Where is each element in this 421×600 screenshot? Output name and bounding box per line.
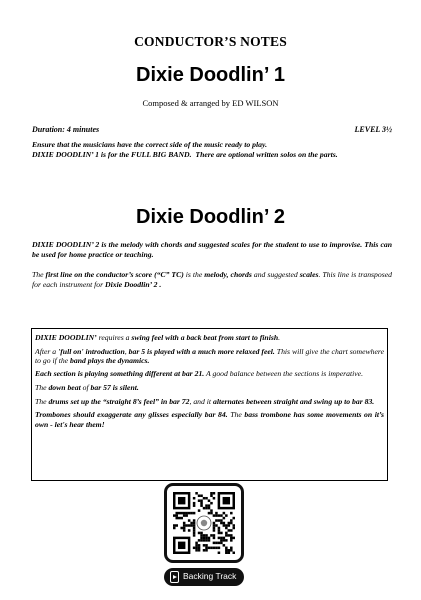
- box-text: swing feel with a back beat from start to finish: [131, 333, 279, 342]
- box-note-6: [35, 410, 384, 429]
- box-text: Each section is playing something different at bar 21.: [35, 369, 205, 379]
- box-text: bar 57 is silent.: [90, 383, 139, 393]
- p2-text: is the: [183, 270, 205, 279]
- duration-text: Duration: 4 minutes: [32, 125, 100, 134]
- box-note-3: [35, 369, 384, 378]
- backing-track-button[interactable]: [164, 568, 244, 586]
- notes-heading: CONDUCTOR’S NOTES: [134, 34, 287, 49]
- level-text: LEVEL 3½: [354, 125, 392, 134]
- box-text: bar 5 is played with a much more relaxed feel.: [128, 346, 275, 356]
- section1-instructions: [32, 140, 392, 159]
- box-text: The: [35, 383, 49, 393]
- box-text: of: [80, 383, 91, 393]
- box-text: Trombones should exaggerate any glisses especially bar 84.: [35, 410, 228, 420]
- box-text: alternates between straight and swing up to bar 83.: [212, 396, 375, 406]
- box-text: ,: [124, 346, 129, 356]
- qr-code-icon[interactable]: [173, 492, 235, 554]
- section1-line2a: DIXIE DOODLIN’ 1 is for the FULL BIG BAND.: [32, 149, 192, 159]
- backing-track-label: Backing Track: [183, 571, 237, 581]
- box-text: down beat: [48, 383, 81, 393]
- composer-credit: Composed & arranged by ED WILSON: [142, 98, 279, 108]
- box-text: This will give the chart somewhere to go if the: [35, 346, 384, 365]
- p2-text: The: [32, 270, 46, 279]
- p2-bold-first-line: first line on the conductor’s score (“C” TC): [45, 270, 184, 279]
- box-note-2: [35, 347, 384, 366]
- box-text: The: [35, 396, 49, 406]
- p2-bold-title: Dixie Doodlin’ 2 .: [105, 279, 162, 289]
- qr-code-card[interactable]: [164, 483, 244, 563]
- performance-notes-box: [31, 328, 388, 481]
- section2-paragraph2: [32, 270, 392, 289]
- title-dixie-doodlin-1: Dixie Doodlin’ 1: [136, 64, 285, 86]
- box-text: After a: [35, 346, 59, 356]
- section1-line1: Ensure that the musicians have the correct side of the music ready to play.: [32, 140, 268, 149]
- p2-text: and suggested: [251, 270, 300, 279]
- box-note-1: [35, 333, 384, 342]
- title-dixie-doodlin-2: Dixie Doodlin’ 2: [136, 206, 285, 228]
- box-text: bass trombone has some movements on it’s own - let's hear them!: [35, 410, 385, 429]
- box-text: The: [227, 410, 245, 420]
- duration-level-row: [32, 125, 392, 134]
- p2-bold-melody: melody, chords: [204, 270, 252, 279]
- box-text: 'full on' introduction: [58, 346, 125, 356]
- p2-bold-scales: scales: [299, 270, 319, 279]
- box-text: .: [278, 333, 281, 342]
- box-text: , and it: [189, 396, 213, 406]
- box-note-4: [35, 383, 384, 392]
- box-text: DIXIE DOODLIN’: [35, 333, 97, 342]
- box-text: requires a: [96, 333, 132, 342]
- box-text: drums set up the “straight 8’s feel” in bar 72: [48, 396, 190, 406]
- section1-line2b: There are optional written solos on the parts.: [195, 149, 338, 159]
- p2-text: . This line is transposed for each instrument for: [32, 270, 392, 289]
- section2-paragraph1: DIXIE DOODLIN’ 2 is the melody with chords and suggested scales for the student to use to improvise. This can be used for home practice or teaching.: [32, 240, 392, 259]
- box-text: band plays the dynamics.: [70, 355, 150, 365]
- box-note-5: [35, 397, 384, 406]
- phone-play-icon: [170, 571, 179, 583]
- box-text: A good balance between the sections is imperative.: [204, 369, 363, 379]
